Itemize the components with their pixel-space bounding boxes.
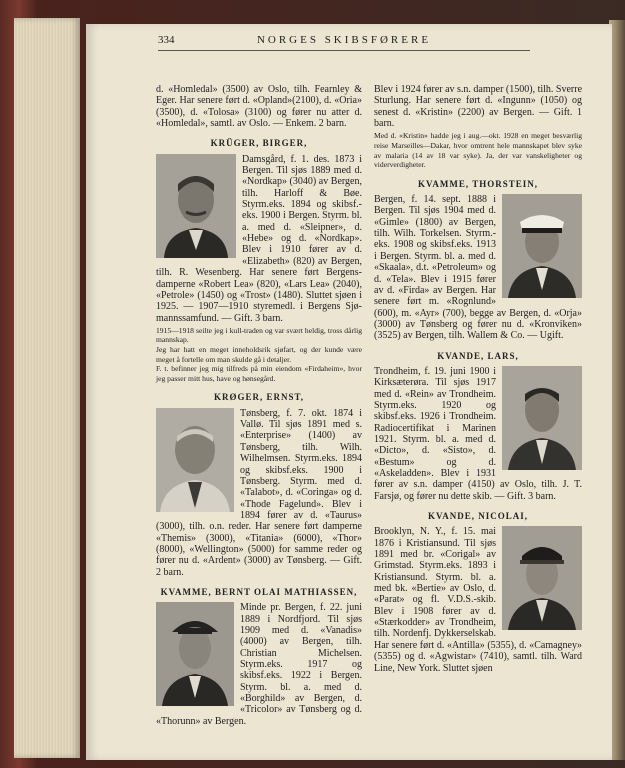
entry-note: F. t. befinner jeg mig tilfreds på min eiendom «Firdaheim», hvor jeg passer mitt hus, have og hønsegård. (156, 364, 362, 383)
continued-entry: d. «Homledal» (3500) av Oslo, tilh. Fearnley & Eger. Har senere ført d. «Opland»(2100), d. «Oria» (3500), d. «Tolosa» (3100) og fører nu atter d. «Homledal», samtl. av Oslo. — Enkem. 2 barn. (156, 84, 362, 130)
continued-entry: Blev i 1924 fører av s.n. damper (1500), tilh. Sverre Sturlung. Har senere ført d. «Ingunn» (1050) og senest d. «Kristin» (2200) av Bergen. — Gift. 1 barn. (374, 84, 583, 130)
entry-note: Med d. «Kristin» hadde jeg i aug.—okt. 1928 en meget besværlig reise Marseilles—Dakar, hvor omtrent hele mannskapet blev syke av malaria (14 av 18 var syke). Ja, der var vanskeligheter og viderverdigheter. (374, 131, 582, 170)
entry-text: Tønsberg, f. 7. okt. 1874 i Vallø. Til sjøs 1891 med s. «Enterprise» (1400) av Tønsberg, tilh. Wilh. Wilhelmsen. Styrm.eks. 1894 og skibsf.eks. 1900 i Tønsberg. Styrm. med d. «Talabot», d. «Coringa» og d. «Thode Fagelund». Blev i 1894 fører av d. «Taurus» (3000), tilh. o.n. reder. Har senere ført damperne «Themis» (3000), «Titania» (6000), «Thor» (8000), «Wellington» (5000) for samme reder og fører nu d. «Ardent» (3000) av Tønsberg. — Gift. 2 barn. (156, 407, 362, 578)
page-number: 334 (158, 34, 175, 46)
entry-name: KRÜGER, BIRGER, (210, 138, 308, 149)
portrait-photo (502, 194, 582, 298)
entry-name: KVANDE, LARS, (437, 350, 519, 361)
entry-name: KVAMME, THORSTEIN, (418, 178, 538, 189)
portrait-photo (156, 602, 234, 706)
running-title: NORGES SKIBSFØRERE (256, 34, 432, 46)
entry-name: KVANDE, NICOLAI, (427, 511, 529, 522)
entry-text: Minde pr. Bergen, f. 22. juni 1889 i Nordfjord. Til sjøs 1909 med d. «Vanadis» (4000) av Bergen, tilh. Christian Michelsen. Styrm.eks. 1917 og skibsf.eks. 1922 i Bergen. Styrm. bl. a. med d. «Borghild» av Bergen, d. «Tricolor» av Tønsberg og d. «Thorunn» av Bergen. (156, 602, 362, 727)
entry-text: Brooklyn, N. Y., f. 15. mai 1876 i Kristiansund. Til sjøs 1891 med br. «Corigal» av Grimstad. Styrm.eks. 1893 i Kristiansund. Styrm. bl. a. med bk. «Bertie» av Oslo, d. «Parat» og fl. V.D.S.-skib. Blev i 1908 fører av d. «Stærkodder» av Trondheim, tilh. Nordenfj. Dykkerselskab. Har senere ført d. «Antilla» (5355), d. «Camagney» (5355) og d. «Agwistar» (7410), samtl. tilh. Ward Line, New York. Sluttet sjøen (374, 526, 582, 674)
portrait-photo (502, 366, 582, 470)
entry-name: KVAMME, BERNT OLAI MATHIASSEN, (160, 586, 358, 597)
entry-note: Jeg har hatt en meget inneholdsrik sjøfart, og der kunde være meget å fortelle om man skulde gå i detaljer. (156, 345, 362, 364)
page-edges (14, 18, 80, 758)
entry-text: Trondheim, f. 19. juni 1900 i Kirksæterøra. Til sjøs 1917 med d. «Rein» av Trondheim. Styrm.eks. 1920 og skibsf.eks. 1926 i Trondheim. Radiocertifikat i Marinen 1921. Styrm. bl. a. med d. «Dicto», d. «Sisto», d. «Bestum» og d. «Askeladden». Blev i 1931 fører av s.n. damper (4150) av Oslo, tilh. J. T. Farsjø, og fører nu dette skib. — Gift. 3 barn. (374, 365, 582, 502)
entry-notes (156, 326, 362, 384)
left-column (156, 84, 362, 727)
entry-text: Bergen, f. 14. sept. 1888 i Bergen. Til sjøs 1904 med d. «Gimle» (1800) av Bergen, tilh. Wilh. Torkelsen. Styrm.-eks. 1908 og skibsf.eks. 1913 i Bergen. Styrm. bl. a. med d. «Skaala», d.t. «Petroleum» og d. «Tela». Blev i 1915 fører av d. «Firda» av Bergen. Har senere ført m. «Rognlund» (600), m. «Ayr» (700), begge av Bergen, d. «Orja» (3000) av Tønsberg og fører nu d. «Kronviken» (3525) av Bergen, tilh. Wallem & Co. — Ugift. (374, 194, 582, 342)
portrait-photo (502, 526, 582, 630)
entry-text: Damsgård, f. 1. des. 1873 i Bergen. Til sjøs 1889 med d. «Nordkap» (3040) av Bergen, tilh. Harloff & Bøe. Styrm.eks. 1894 og skibsf.-eks. 1900 i Bergen. Styrm. bl. a. med d. «Sleipner», d. «Hebe» og d. «Nordkap». Blev i 1910 fører av d. «Elizabeth» (820) av Bergen, tilh. R. Wesenberg. Har senere ført Bergens-damperne «Robert Lea» (820), «Lars Lea» (2040), «Petrole» (1450) og «Trost» (1480). Sluttet sjøen i 1925. — 1907—1910 styremedl. i Bergens Sjø-mannssamfund. — Gift. 3 barn. (156, 153, 362, 324)
portrait-photo (156, 154, 236, 258)
right-column (374, 84, 582, 674)
entry-name: KRØGER, ERNST, (213, 392, 305, 403)
running-header (158, 34, 530, 51)
entry-note: 1915—1918 seilte jeg i kull-traden og var svært heldig, tross dårlig mannskap. (156, 325, 362, 345)
portrait-photo (156, 408, 234, 512)
